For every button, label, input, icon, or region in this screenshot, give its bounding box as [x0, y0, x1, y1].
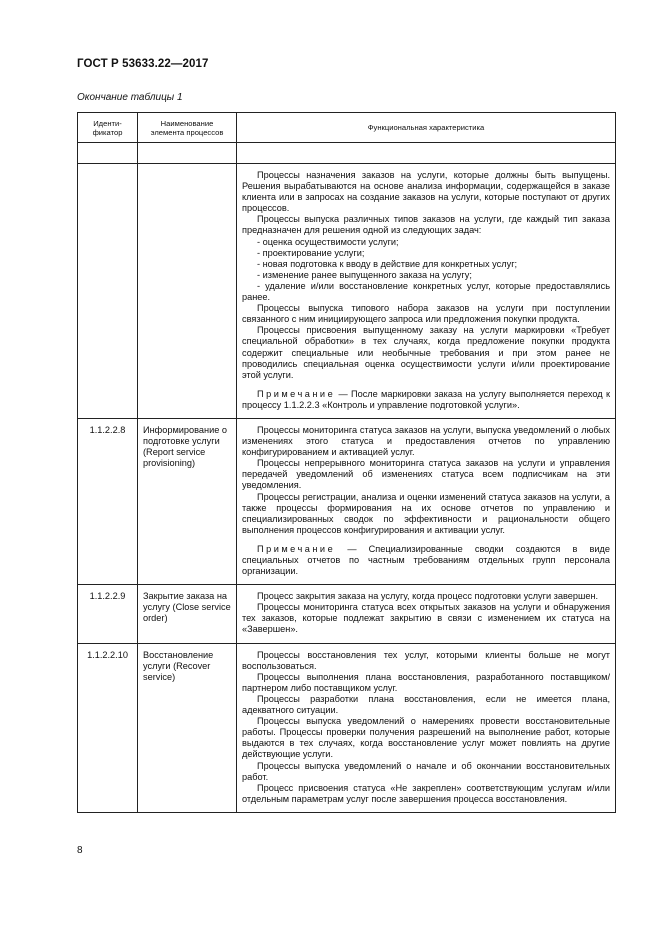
- paragraph: Процессы выпуска различных типов заказов на услуги, где каждый тип заказа предназначен для решения одной из следующих задач:: [242, 214, 610, 236]
- list-item: - новая подготовка к вводу в действие для конкретных услуг;: [257, 258, 518, 269]
- note: [242, 544, 610, 577]
- row-name: Закрытие заказа на услугу (Close service order): [138, 585, 237, 643]
- paragraph: Процесс присвоения статуса «Не закреплен» соответствующим услугам и/или отдельным параметрам услуг после завершения процесса восстановления.: [242, 782, 610, 804]
- paragraph: Процессы разработки плана восстановления, если не имеется плана, адекватного ситуации.: [242, 693, 610, 716]
- note-label: Примечание: [257, 388, 336, 399]
- row-description: [237, 643, 616, 812]
- table-header-row: [78, 113, 616, 143]
- paragraph: Процессы выполнения плана восстановления, разработанного поставщиком/партнером либо поставщиком услуг.: [242, 671, 610, 693]
- note-label: Примечание: [257, 543, 336, 554]
- row-name: [138, 164, 237, 419]
- row-name: Информирование о подготовке услуги (Report service provisioning): [138, 418, 237, 584]
- list-item: - оценка осуществимости услуги;: [257, 236, 399, 247]
- list-item: - изменение ранее выпущенного заказа на услугу;: [257, 269, 472, 280]
- list-item: - удаление и/или восстановление конкретных услуг, которые предоставлялись ранее.: [242, 280, 610, 303]
- process-table: [77, 112, 616, 813]
- paragraph: Процессы назначения заказов на услуги, которые должны быть выпущены. Решения вырабатываются на основе анализа информации, содержащейся в заказе клиента или в запросах на создание заказов на услуги, которые поступают от других процессов.: [242, 170, 610, 214]
- paragraph: Процессы регистрации, анализа и оценки изменений статуса заказов на услуги, а также процессы формирования на их основе отчетов по управлению и специализированных сводок по эффективности и рациональности общего выполнения процессов конфигурирования и активации услуг.: [242, 491, 610, 535]
- page-number: 8: [77, 845, 83, 856]
- row-description: [237, 164, 616, 419]
- row-id: 1.1.2.2.10: [78, 643, 138, 812]
- paragraph: Процессы непрерывного мониторинга статуса заказов на услуги и управления передачей уведомлений об изменениях статуса всем подписчикам на эти уведомления.: [242, 458, 610, 491]
- note: [242, 389, 610, 411]
- row-name: Восстановление услуги (Recover service): [138, 643, 237, 812]
- table-caption: Окончание таблицы 1: [77, 92, 183, 103]
- row-id: 1.1.2.2.9: [78, 585, 138, 643]
- table-row: [78, 643, 616, 812]
- paragraph: Процессы выпуска уведомлений о намерениях провести восстановительные работы. Процессы проверки получения разрешений на выполнение работ, которые выдаются в тех случаях, когда восстановление услуг может повлиять на другие действующие услуги.: [242, 716, 610, 760]
- table-row: [78, 164, 616, 419]
- note-text: — После маркировки заказа на услугу выполняется переход к процессу 1.1.2.2.3 «Контроль и управление подготовкой услуги».: [242, 388, 610, 410]
- row-description: [237, 418, 616, 584]
- note-text: — Специализированные сводки создаются в виде специальных отчетов по частным требованиям отдельных групп персонала организации.: [242, 543, 610, 577]
- row-description: [237, 585, 616, 643]
- paragraph: Процессы мониторинга статуса заказов на услуги, выпуска уведомлений о любых изменениях этого статуса и предоставления отчетов по управлению конфигурированием и активацией услуг.: [242, 424, 610, 458]
- table-row: [78, 585, 616, 643]
- column-header-name: Наименование элемента процессов: [138, 113, 237, 143]
- paragraph: Процессы присвоения выпущенному заказу на услуги маркировки «Требует специальной обработки» в тех случаях, когда предложение покупки продукта содержит специальные или необычные требования и при этом ранее не проводились специальная оценка осуществимости услуги и/или проектирование этой услуги.: [242, 325, 610, 380]
- document-title: ГОСТ Р 53633.22—2017: [77, 58, 209, 70]
- row-id: [78, 164, 138, 419]
- paragraph: Процессы мониторинга статуса всех открытых заказов на услуги и обнаружения тех заказов, которые подлежат закрытию в связи с изменением их статуса на «Завершен».: [242, 602, 610, 635]
- paragraph: Процессы восстановления тех услуг, которыми клиенты больше не могут воспользоваться.: [242, 649, 610, 671]
- paragraph: Процессы выпуска типового набора заказов на услуги при поступлении связанного с ним инициирующего запроса или предложения покупки продукта.: [242, 303, 610, 325]
- column-header-description: Функциональная характеристика: [237, 113, 616, 143]
- row-id: 1.1.2.2.8: [78, 418, 138, 584]
- list-item: - проектирование услуги;: [257, 247, 365, 258]
- paragraph: Процесс закрытия заказа на услугу, когда процесс подготовки услуги завершен.: [257, 591, 599, 602]
- header-spacer-row: [78, 143, 616, 164]
- paragraph: Процессы выпуска уведомлений о начале и об окончании восстановительных работ.: [242, 760, 610, 782]
- column-header-id: Иденти- фикатор: [78, 113, 138, 143]
- table-row: [78, 418, 616, 584]
